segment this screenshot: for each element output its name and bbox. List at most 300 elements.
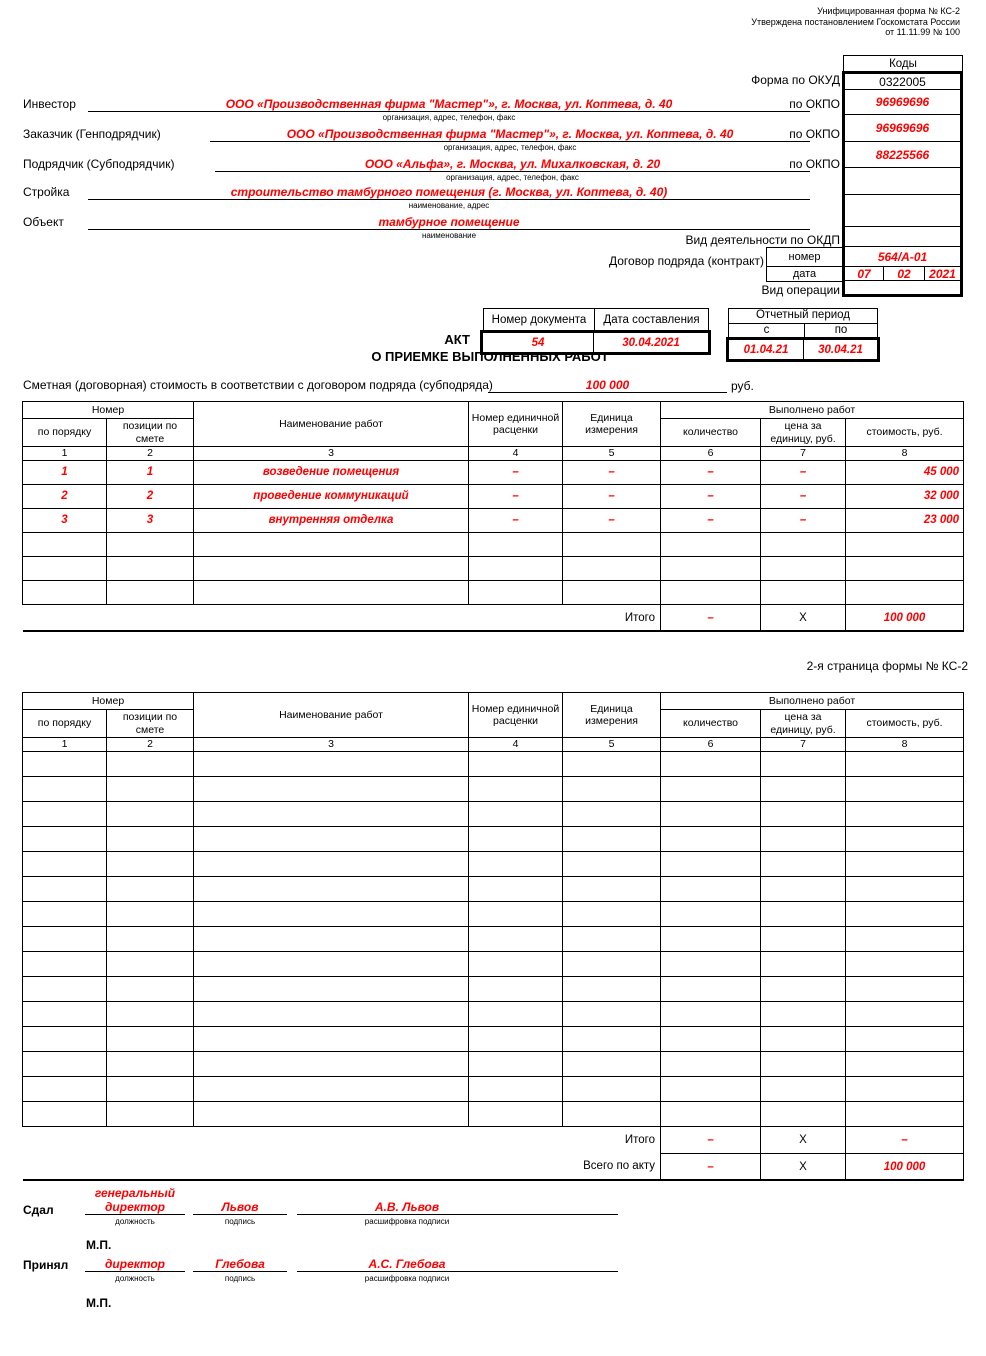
colnum: 7 [761,447,846,461]
doc-date-label: Дата составления [594,309,708,330]
okdp-code-cell [845,227,960,247]
works-cell [661,1026,761,1051]
works-cell [761,901,846,926]
period-to-value: 30.04.21 [803,340,877,359]
works-cell [563,901,661,926]
works-row [23,1076,964,1101]
works-cell [846,580,964,604]
works-cell [23,751,107,776]
works-cell: 1 [23,460,107,484]
works-cell [761,751,846,776]
works-table-body [23,751,964,1126]
works-cell [23,801,107,826]
operation-label: Вид операции [761,283,840,297]
empty-code-cell [845,168,960,195]
accepted-name-value: А.С. Глебова [368,1256,446,1271]
works-cell [846,751,964,776]
works-cell [761,926,846,951]
act-title: АКТ [444,332,470,347]
works-cell [23,1076,107,1101]
header-unit-price: цена за единицу, руб. [761,710,846,738]
works-cell [194,1001,469,1026]
works-cell [846,951,964,976]
site-value: строительство тамбурного помещения (г. Москва, ул. Коптева, д. 40) [230,185,668,199]
works-cell [563,1101,661,1126]
works-cell: – [469,508,563,532]
works-cell [563,1076,661,1101]
okpo-label: по ОКПО [789,127,840,141]
works-cell: – [563,460,661,484]
header-cost: стоимость, руб. [846,419,964,447]
accepted-signature-line [193,1246,287,1272]
works-cell [107,876,194,901]
estimate-label: Сметная (договорная) стоимость в соответствии с договором подряда (субподряда) [23,378,493,392]
okpo-contractor-code: 88225566 [875,147,930,162]
works-row [23,1026,964,1051]
works-row [23,926,964,951]
works-cell [23,532,107,556]
works-cell: 32 000 [846,484,964,508]
works-cell [194,751,469,776]
works-cell [846,851,964,876]
works-cell [761,1026,846,1051]
total-row [23,604,964,631]
works-row [23,851,964,876]
colnum: 1 [23,447,107,461]
contract-number-date-box [766,247,843,282]
form-reference-line: Унифицированная форма № КС-2 [817,6,960,16]
investor-value: ООО «Производственная фирма "Мастер"», г. Москва, ул. Коптева, д. 40 [225,97,673,111]
works-cell [194,901,469,926]
works-cell [194,556,469,580]
table-header-row [23,693,964,710]
grand-total-x: X [761,1153,846,1180]
site-value-line [88,183,810,200]
customer-caption: организация, адрес, телефон, факс [443,143,577,152]
works-cell [761,532,846,556]
header-order: по порядку [23,710,107,738]
header-qty: количество [661,710,761,738]
works-cell: – [661,460,761,484]
contract-number-value: 564/А-01 [877,249,928,264]
colnum: 2 [107,738,194,752]
site-label: Стройка [23,185,70,199]
contractor-value: ООО «Альфа», г. Москва, ул. Михалковская, д. 20 [364,157,661,171]
works-cell [469,556,563,580]
header-number-group: Номер [23,402,194,419]
header-order: по порядку [23,419,107,447]
table-colnum-row [23,738,964,752]
works-cell [563,976,661,1001]
works-cell [761,1076,846,1101]
works-row [23,460,964,484]
works-cell [23,1001,107,1026]
works-cell: – [469,484,563,508]
contractor-label: Подрядчик (Субподрядчик) [23,157,175,171]
header-price-number: Номер единичной расценки [469,693,563,738]
works-cell [107,776,194,801]
works-cell [107,976,194,1001]
works-row [23,876,964,901]
handed-label: Сдал [23,1203,54,1217]
contract-label: Договор подряда (контракт) [608,254,764,268]
works-cell [661,926,761,951]
works-row [23,826,964,851]
works-cell: проведение коммуникаций [194,484,469,508]
total-qty: – [661,1126,761,1153]
works-cell [107,1051,194,1076]
works-row [23,508,964,532]
header-cost: стоимость, руб. [846,710,964,738]
works-cell [563,876,661,901]
works-table-page1 [22,401,964,632]
act-subtitle: О ПРИЕМКЕ ВЫПОЛНЕННЫХ РАБОТ [371,349,609,364]
works-cell [563,951,661,976]
works-cell [194,1076,469,1101]
works-cell [469,876,563,901]
works-cell: – [661,484,761,508]
header-works-group: Выполнено работ [661,693,964,710]
codes-title-cell: Коды [843,55,963,72]
works-table-body [23,460,964,604]
grand-total-row [23,1153,964,1180]
works-cell [661,556,761,580]
works-cell [469,951,563,976]
period-sub-header [728,323,878,337]
works-cell: – [761,484,846,508]
works-cell [661,826,761,851]
works-cell: – [761,508,846,532]
works-cell [469,826,563,851]
operation-code-cell [845,281,960,294]
object-value-line [88,213,810,230]
form-reference-line: Утверждена постановлением Госкомстата России [751,16,960,27]
works-cell: 3 [107,508,194,532]
works-cell [469,926,563,951]
form-reference [560,6,960,38]
object-label: Объект [23,215,64,229]
works-cell [194,826,469,851]
works-cell [23,901,107,926]
works-cell [661,851,761,876]
works-cell [23,926,107,951]
works-cell [761,776,846,801]
table-colnum-row [23,447,964,461]
works-cell [469,1026,563,1051]
handed-signature-value: Львов [221,1199,259,1214]
colnum: 6 [661,447,761,461]
colnum: 7 [761,738,846,752]
investor-caption: организация, адрес, телефон, факс [382,113,516,122]
handed-position-line [85,1187,185,1215]
works-row [23,580,964,604]
total-label: Итого [624,1134,656,1147]
works-cell [661,1051,761,1076]
works-cell [194,851,469,876]
works-cell [761,801,846,826]
works-cell [107,532,194,556]
works-cell [563,751,661,776]
empty-code-cell [845,195,960,227]
works-cell [194,951,469,976]
total-x: X [761,604,846,631]
works-cell [761,851,846,876]
accepted-signature-value: Глебова [215,1256,265,1271]
colnum: 6 [661,738,761,752]
works-cell [469,976,563,1001]
works-cell [23,556,107,580]
works-cell [846,532,964,556]
header-position: позиции по смете [107,419,194,447]
works-row [23,776,964,801]
doc-date-value: 30.04.2021 [593,333,708,352]
works-cell [761,556,846,580]
works-cell [846,926,964,951]
works-cell [661,751,761,776]
form-reference-line: от 11.11.99 № 100 [885,27,960,37]
total-qty: – [661,604,761,631]
works-cell: – [469,460,563,484]
works-cell [563,851,661,876]
works-cell [107,951,194,976]
total-row [23,1126,964,1153]
okpo-investor-code: 96969696 [875,95,930,109]
object-value: тамбурное помещение [378,215,520,229]
estimate-value: 100 000 [585,378,630,392]
works-cell [194,976,469,1001]
period-from-value: 01.04.21 [743,343,789,356]
contract-date-cell [845,267,960,281]
works-cell [107,1001,194,1026]
works-cell [23,826,107,851]
works-row [23,484,964,508]
colnum: 1 [23,738,107,752]
estimate-unit: руб. [731,379,754,393]
works-cell [761,1051,846,1076]
okud-code-cell [845,74,960,90]
works-cell [107,1101,194,1126]
header-price-number: Номер единичной расценки [469,402,563,447]
okpo-customer-code: 96969696 [875,121,930,135]
works-table-page2 [22,692,964,1181]
works-cell [661,580,761,604]
works-cell [661,876,761,901]
works-cell [23,1051,107,1076]
works-cell [846,976,964,1001]
works-cell [563,1001,661,1026]
okud-label: Форма по ОКУД [751,73,840,87]
okpo-customer-cell [845,115,960,142]
accepted-stamp: М.П. [86,1296,112,1310]
okud-code: 0322005 [879,74,926,89]
colnum: 5 [563,447,661,461]
works-cell [23,580,107,604]
works-cell [846,801,964,826]
handed-name-caption: расшифровка подписи [364,1217,450,1226]
handed-signature-caption: подпись [224,1217,256,1226]
customer-value: ООО «Производственная фирма "Мастер"», г. Москва, ул. Коптева, д. 40 [286,127,734,141]
okpo-investor-cell [845,90,960,115]
works-row [23,1101,964,1126]
works-cell [661,1101,761,1126]
object-caption: наименование [421,231,477,240]
works-cell [846,1051,964,1076]
works-row [23,1001,964,1026]
contract-date-label: дата [792,267,817,280]
doc-number-label: Номер документа [491,313,587,326]
works-cell [469,801,563,826]
table-header-row [23,402,964,419]
works-cell [469,1101,563,1126]
works-cell [23,1101,107,1126]
works-cell [469,532,563,556]
works-cell [194,532,469,556]
works-cell [107,751,194,776]
works-cell [661,1076,761,1101]
works-cell [107,556,194,580]
works-cell [761,876,846,901]
contract-number-cell [845,247,960,267]
site-caption: наименование, адрес [408,201,490,210]
works-cell [107,801,194,826]
works-cell [761,951,846,976]
works-cell: – [563,508,661,532]
works-cell [761,826,846,851]
investor-label: Инвестор [23,97,76,111]
handed-signature-line [193,1187,287,1215]
works-cell [661,951,761,976]
colnum: 3 [194,447,469,461]
works-cell [107,826,194,851]
works-cell: 23 000 [846,508,964,532]
works-cell [563,926,661,951]
total-x: X [761,1126,846,1153]
handed-name-value: А.В. Львов [374,1199,440,1214]
works-cell [23,851,107,876]
accepted-label: Принял [23,1258,69,1272]
works-cell [194,580,469,604]
colnum: 3 [194,738,469,752]
contract-date-day: 07 [857,267,871,281]
works-cell [194,926,469,951]
period-from-label: с [763,324,770,336]
period-header: Отчетный период [728,308,878,324]
works-row [23,976,964,1001]
works-cell [23,876,107,901]
header-number-group: Номер [23,693,194,710]
works-cell: возведение помещения [194,460,469,484]
works-cell [469,901,563,926]
works-cell [761,1001,846,1026]
works-cell [23,976,107,1001]
works-row [23,1051,964,1076]
accepted-name-caption: расшифровка подписи [364,1274,450,1283]
works-cell [469,1001,563,1026]
works-cell [761,580,846,604]
works-cell [194,801,469,826]
works-cell [846,876,964,901]
works-cell [846,901,964,926]
works-row [23,532,964,556]
header-unit-price: цена за единицу, руб. [761,419,846,447]
doc-number-value: 54 [531,336,545,349]
works-cell: 2 [107,484,194,508]
works-cell [846,1101,964,1126]
colnum: 5 [563,738,661,752]
header-works-group: Выполнено работ [661,402,964,419]
works-cell [23,1026,107,1051]
works-cell [563,532,661,556]
handed-position-value: генеральный директор [94,1186,176,1214]
okpo-label: по ОКПО [789,97,840,111]
colnum: 4 [469,738,563,752]
works-cell [563,826,661,851]
works-cell [469,751,563,776]
works-cell [661,1001,761,1026]
contractor-caption: организация, адрес, телефон, факс [446,173,579,182]
accepted-position-line [85,1246,185,1272]
grand-total-label: Всего по акту [23,1153,661,1180]
period-to-label: по [804,323,877,337]
period-values-box [726,337,880,362]
works-cell [469,1076,563,1101]
accepted-position-value: директор [104,1256,165,1271]
works-cell [563,556,661,580]
works-cell [563,1051,661,1076]
okdp-label: Вид деятельности по ОКДП [685,233,840,247]
contract-date-year: 2021 [924,267,960,280]
handed-name-line [297,1187,618,1215]
works-cell: 3 [23,508,107,532]
works-cell [107,1026,194,1051]
contract-number-label: номер [767,248,842,267]
total-cost: – [846,1126,964,1153]
estimate-value-line [488,376,727,393]
works-row [23,751,964,776]
works-cell: – [563,484,661,508]
okpo-contractor-cell [845,142,960,168]
works-cell [107,851,194,876]
header-unit: Единица измерения [563,402,661,447]
works-cell [661,532,761,556]
contract-date-month: 02 [883,267,924,280]
colnum: 8 [846,447,964,461]
works-cell [661,801,761,826]
works-cell [107,1076,194,1101]
handed-position-caption: должность [115,1217,155,1226]
works-cell [469,776,563,801]
works-cell [469,851,563,876]
works-cell [661,976,761,1001]
works-cell [107,580,194,604]
works-cell [661,776,761,801]
customer-label: Заказчик (Генподрядчик) [23,127,161,141]
works-cell [194,1051,469,1076]
works-cell: 1 [107,460,194,484]
works-cell [563,580,661,604]
works-row [23,801,964,826]
works-row [23,901,964,926]
works-cell: 45 000 [846,460,964,484]
handed-stamp: М.П. [86,1238,112,1252]
works-cell [846,1026,964,1051]
works-cell [761,976,846,1001]
page2-note: 2-я страница формы № КС-2 [806,659,968,673]
works-cell [469,1051,563,1076]
works-cell [846,776,964,801]
header-qty: количество [661,419,761,447]
colnum: 2 [107,447,194,461]
